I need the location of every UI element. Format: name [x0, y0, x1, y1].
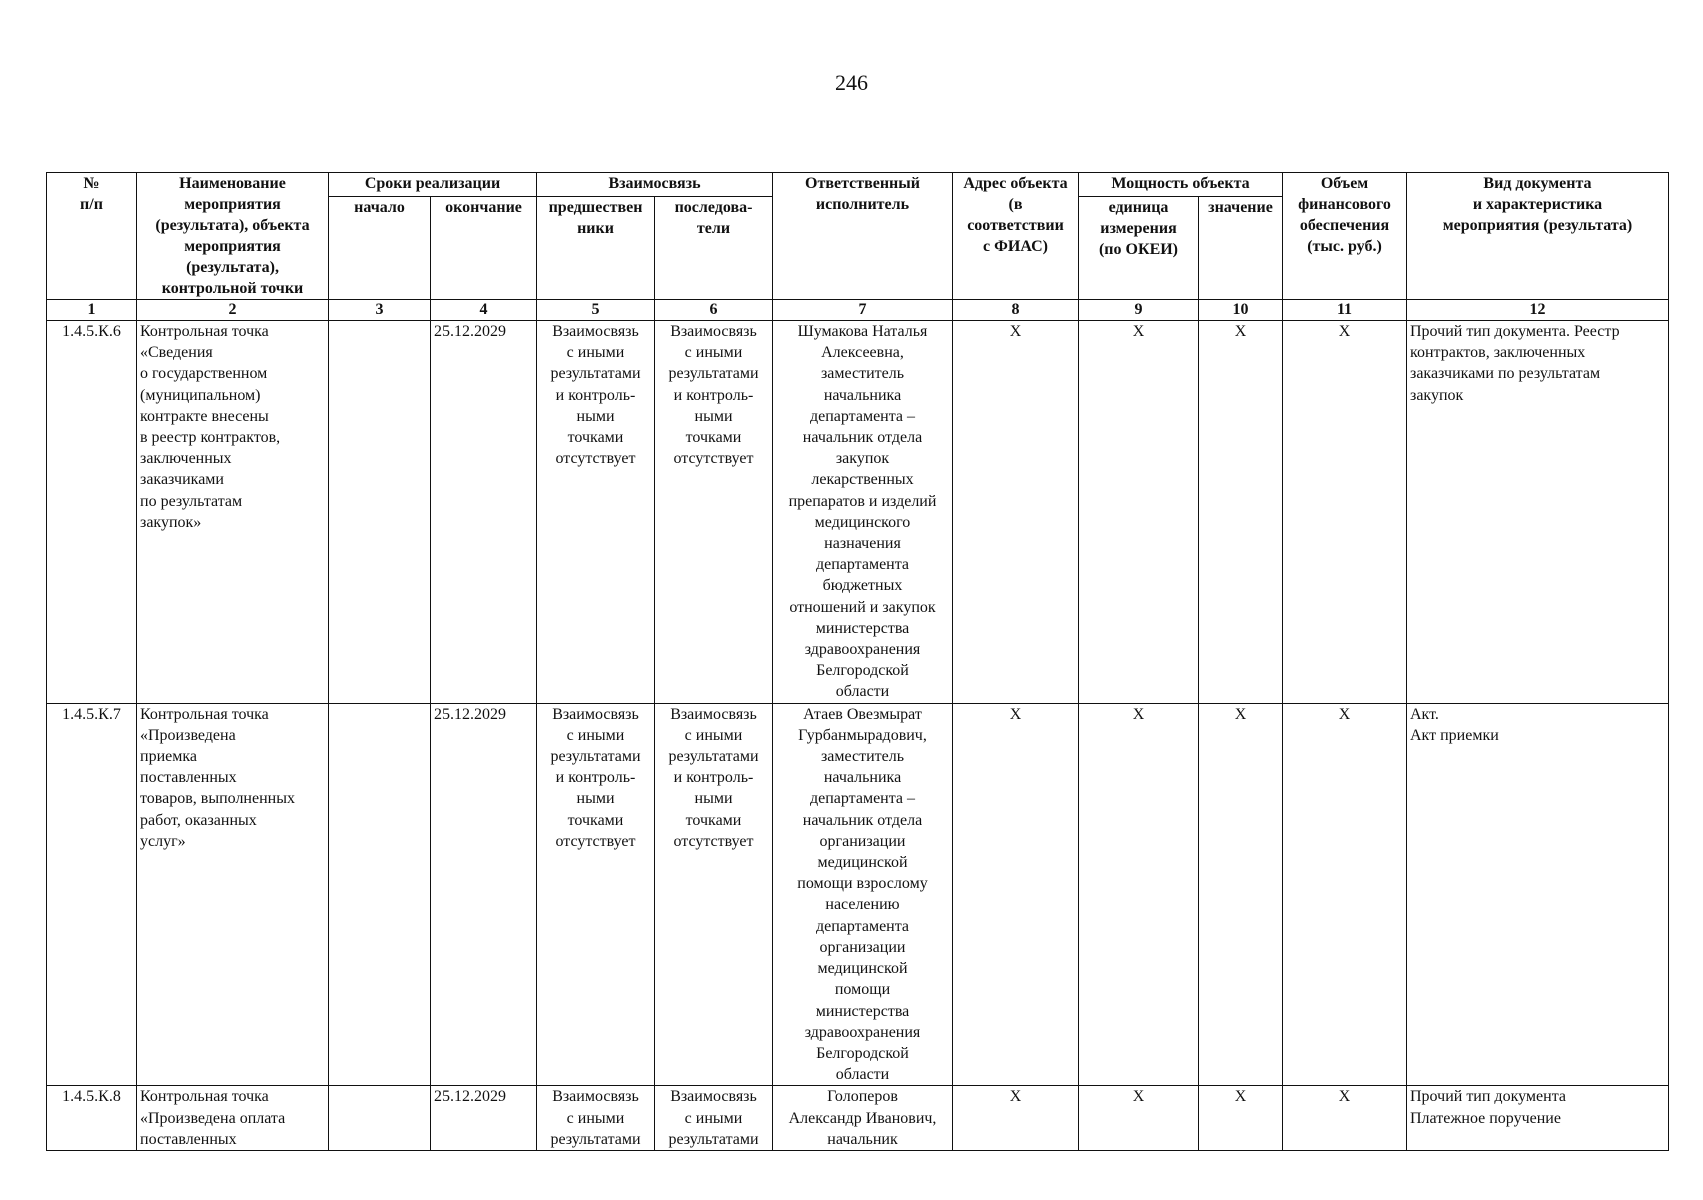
- header-address: Адрес объекта (в соответствии с ФИАС): [953, 173, 1079, 300]
- control-points-table: [46, 172, 1669, 1151]
- row-financing: X: [1283, 703, 1407, 1086]
- row-address: X: [953, 703, 1079, 1086]
- row-document: Прочий тип документа Платежное поручение: [1407, 1086, 1669, 1151]
- row-successors: Взаимосвязь с иными результатами и контроль- ными точками отсутствует: [655, 321, 773, 704]
- column-number: 10: [1199, 300, 1283, 321]
- row-name: Контрольная точка «Сведения о государственном (муниципальном) контракте внесены в реестр контрактов, заключенных заказчиками по результатам закупок»: [137, 321, 329, 704]
- header-document: Вид документа и характеристика мероприятия (результата): [1407, 173, 1669, 300]
- header-terms: Сроки реализации: [329, 173, 537, 197]
- row-predecessors: Взаимосвязь с иными результатами: [537, 1086, 655, 1151]
- row-successors: Взаимосвязь с иными результатами: [655, 1086, 773, 1151]
- row-predecessors: Взаимосвязь с иными результатами и контроль- ными точками отсутствует: [537, 703, 655, 1086]
- row-number: 1.4.5.К.8: [47, 1086, 137, 1151]
- page-number: 246: [835, 70, 868, 95]
- column-number: 11: [1283, 300, 1407, 321]
- column-number: 4: [431, 300, 537, 321]
- column-number: 3: [329, 300, 431, 321]
- row-number: 1.4.5.К.6: [47, 321, 137, 704]
- header-power: Мощность объекта: [1079, 173, 1283, 197]
- row-unit: X: [1079, 321, 1199, 704]
- column-number: 1: [47, 300, 137, 321]
- row-responsible: Шумакова Наталья Алексеевна, заместитель начальника департамента – начальник отдела закупок лекарственных препаратов и изделий медицинского назначения департамента бюджетных отношений и закупок министерства здравоохранения Белгородской области: [773, 321, 953, 704]
- table-row: [47, 1086, 1669, 1151]
- row-address: X: [953, 1086, 1079, 1151]
- header-name: Наименование мероприятия (результата), объекта мероприятия (результата), контрольной точки: [137, 173, 329, 300]
- row-address: X: [953, 321, 1079, 704]
- table-row: [47, 703, 1669, 1086]
- header-value: значение: [1199, 197, 1283, 300]
- header-num: № п/п: [47, 173, 137, 300]
- row-name: Контрольная точка «Произведена приемка поставленных товаров, выполненных работ, оказанных услуг»: [137, 703, 329, 1086]
- row-responsible: Голоперов Александр Иванович, начальник: [773, 1086, 953, 1151]
- row-start: [329, 703, 431, 1086]
- header-unit: единица измерения (по ОКЕИ): [1079, 197, 1199, 300]
- row-end: 25.12.2029: [431, 1086, 537, 1151]
- header-start: начало: [329, 197, 431, 300]
- row-unit: X: [1079, 703, 1199, 1086]
- column-number: 5: [537, 300, 655, 321]
- header-successors: последова- тели: [655, 197, 773, 300]
- table-row: [47, 321, 1669, 704]
- row-end: 25.12.2029: [431, 703, 537, 1086]
- row-value: X: [1199, 703, 1283, 1086]
- row-start: [329, 1086, 431, 1151]
- row-financing: X: [1283, 321, 1407, 704]
- column-number: 12: [1407, 300, 1669, 321]
- header-financing: Объем финансового обеспечения (тыс. руб.): [1283, 173, 1407, 300]
- row-value: X: [1199, 321, 1283, 704]
- column-number: 6: [655, 300, 773, 321]
- row-responsible: Атаев Овезмырат Гурбанмырадович, заместитель начальника департамента – начальник отдела организации медицинской помощи взрослому населению департамента организации медицинской помощи министерства здравоохранения Белгородской области: [773, 703, 953, 1086]
- row-value: X: [1199, 1086, 1283, 1151]
- row-name: Контрольная точка «Произведена оплата поставленных: [137, 1086, 329, 1151]
- row-unit: X: [1079, 1086, 1199, 1151]
- row-end: 25.12.2029: [431, 321, 537, 704]
- column-number: 7: [773, 300, 953, 321]
- header-link: Взаимосвязь: [537, 173, 773, 197]
- column-number: 8: [953, 300, 1079, 321]
- header-predecessors: предшествен ники: [537, 197, 655, 300]
- row-financing: X: [1283, 1086, 1407, 1151]
- column-numbers-row: [47, 300, 1669, 321]
- row-predecessors: Взаимосвязь с иными результатами и контроль- ными точками отсутствует: [537, 321, 655, 704]
- row-document: Акт. Акт приемки: [1407, 703, 1669, 1086]
- row-number: 1.4.5.К.7: [47, 703, 137, 1086]
- header-responsible: Ответственный исполнитель: [773, 173, 953, 300]
- header-row-1: [47, 173, 1669, 197]
- column-number: 9: [1079, 300, 1199, 321]
- column-number: 2: [137, 300, 329, 321]
- row-successors: Взаимосвязь с иными результатами и контроль- ными точками отсутствует: [655, 703, 773, 1086]
- header-end: окончание: [431, 197, 537, 300]
- row-start: [329, 321, 431, 704]
- row-document: Прочий тип документа. Реестр контрактов, заключенных заказчиками по результатам закупок: [1407, 321, 1669, 704]
